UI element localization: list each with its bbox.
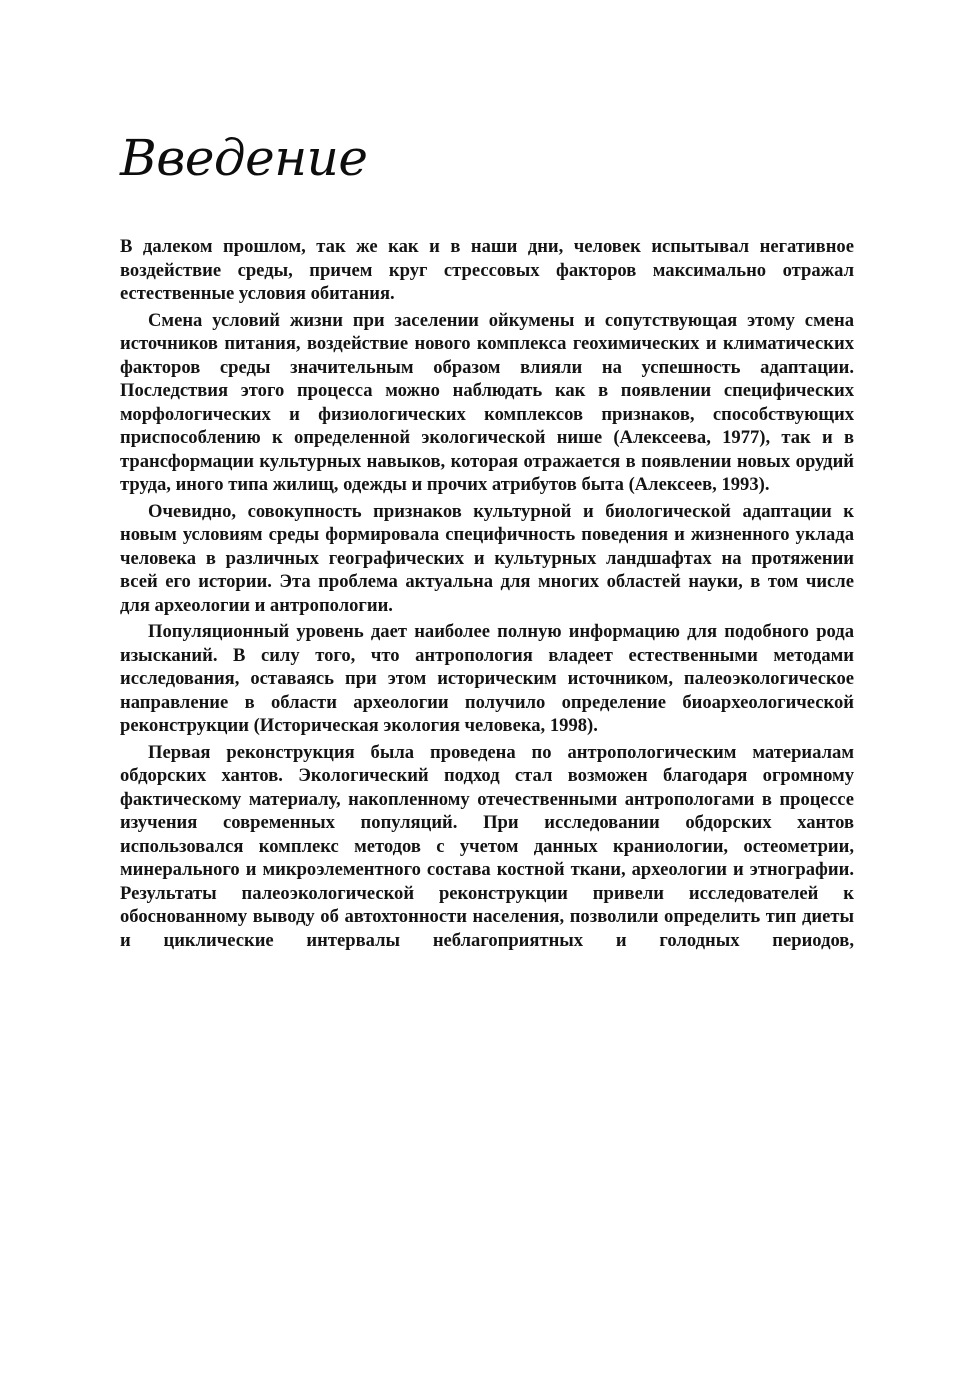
paragraph-3: Очевидно, совокупность признаков культурной и биологической адаптации к новым условиям среды формировала специфичность поведения и жизненного уклада человека в различных географических и культурных ландшафтах на протяжении всей его истории. Эта проблема актуальна для многих областей науки, в том числе для археологии и антропологии. <box>120 500 854 616</box>
paragraph-1: В далеком прошлом, так же как и в наши дни, человек испытывал негативное воздействие среды, причем круг стрессовых факторов максимально отражал естественные условия обитания. <box>120 236 854 304</box>
body-text <box>120 235 854 955</box>
paragraph-5: Первая реконструкция была проведена по антропологическим материалам обдорских хантов. Экологический подход стал возможен благодаря огромному фактическому материалу, накопленному отечественными антропологами в процессе изучения современных популяций. При исследовании обдорских хантов использовался комплекс методов с учетом данных краниологии, остеометрии, минерального и микроэлементного состава костной ткани, археологии и этнографии. Результаты палеоэкологической реконструкции привели исследователей к обоснованному выводу об автохтонности населения, позволили определить тип диеты и циклические интервалы неблагоприятных и голодных периодов, <box>120 741 854 951</box>
paragraph-2: Смена условий жизни при заселении ойкумены и сопутствующая этому смена источников питания, воздействие нового комплекса геохимических и климатических факторов среды значительным образом влияли на успешность адаптации. Последствия этого процесса можно наблюдать как в появлении специфических морфологических и физиологических комплексов признаков, способствующих приспособлению к определенной экологической нише (Алексеева, 1977), так и в трансформации культурных навыков, которая отражается в появлении новых орудий труда, иного типа жилищ, одежды и прочих атрибутов быта (Алексеев, 1993). <box>120 309 854 495</box>
chapter-title: Введение <box>120 129 368 187</box>
paragraph-4: Популяционный уровень дает наиболее полную информацию для подобного рода изысканий. В силу того, что антропология владеет естественными методами исследования, оставаясь при этом историческим источником, палеоэкологическое направление в области археологии получило определение биоархеологической реконструкции (Историческая экология человека, 1998). <box>120 621 854 736</box>
